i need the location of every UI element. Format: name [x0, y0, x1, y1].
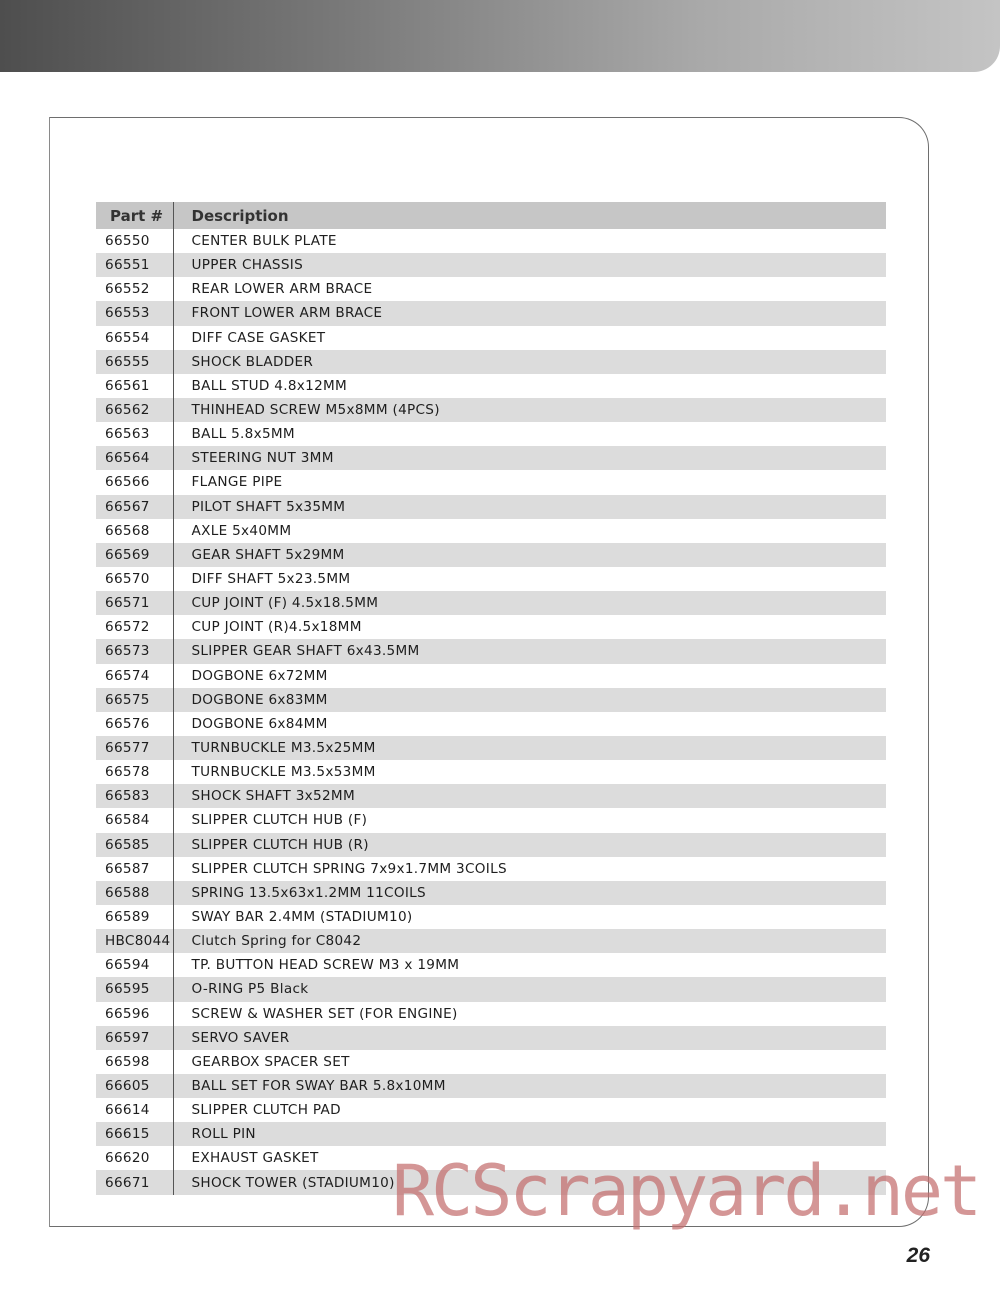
table-row [96, 495, 886, 519]
column-header-part-number: Part # [96, 202, 173, 229]
part-number-cell: 66570 [105, 571, 150, 588]
part-number-cell: 66567 [96, 495, 173, 519]
part-number-cell: 66671 [96, 1170, 173, 1194]
description-cell: Clutch Spring for C8042 [173, 929, 886, 953]
table-row [96, 567, 886, 591]
description-cell: SHOCK TOWER (STADIUM10) [173, 1170, 886, 1194]
description-cell: SPRING 13.5x63x1.2MM 11COILS [173, 881, 886, 905]
description-cell: PILOT SHAFT 5x35MM [173, 495, 886, 519]
part-number-cell: 66598 [105, 1053, 150, 1070]
part-number-cell: 66594 [105, 957, 150, 974]
description-cell: BALL 5.8x5MM [173, 422, 886, 446]
part-number-cell: 66562 [96, 398, 173, 422]
table-row [96, 736, 886, 760]
description-cell: BALL STUD 4.8x12MM [173, 374, 886, 398]
description-cell: BALL SET FOR SWAY BAR 5.8x10MM [173, 1074, 886, 1098]
part-number-cell: 66589 [105, 909, 150, 925]
table-row [96, 277, 886, 301]
part-number-cell: 66576 [105, 715, 150, 732]
part-number-cell: 66584 [105, 812, 150, 829]
description-cell: SCREW & WASHER SET (FOR ENGINE) [173, 1002, 886, 1026]
part-number-cell: 66605 [96, 1074, 173, 1098]
description-cell: DOGBONE 6x83MM [173, 688, 886, 712]
part-number-cell: 66595 [96, 977, 173, 1001]
table-row [96, 374, 886, 398]
description-cell: EXHAUST GASKET [173, 1146, 886, 1170]
description-cell: TP. BUTTON HEAD SCREW M3 x 19MM [173, 953, 886, 977]
description-cell: GEARBOX SPACER SET [173, 1050, 886, 1074]
table-header-row [96, 202, 886, 229]
table-row [96, 1074, 886, 1098]
table-row [96, 857, 886, 881]
table-row [96, 301, 886, 325]
part-number-cell: 66571 [96, 591, 173, 615]
parts-table-body [96, 229, 886, 1195]
part-number-cell: 66552 [105, 281, 150, 298]
table-row [96, 422, 886, 446]
description-cell: TURNBUCKLE M3.5x53MM [173, 760, 886, 784]
table-row [96, 470, 886, 494]
part-number-cell: 66578 [105, 764, 150, 781]
table-row [96, 591, 886, 615]
description-cell: THINHEAD SCREW M5x8MM (4PCS) [173, 398, 886, 422]
table-row [96, 833, 886, 857]
description-cell: SWAY BAR 2.4MM (STADIUM10) [173, 905, 886, 929]
parts-table [96, 202, 886, 1195]
part-number-cell: 66554 [105, 329, 150, 346]
description-cell: GEAR SHAFT 5x29MM [173, 543, 886, 567]
description-cell: SLIPPER CLUTCH SPRING 7x9x1.7MM 3COILS [173, 857, 886, 881]
description-cell: DOGBONE 6x72MM [173, 664, 886, 688]
description-cell: DIFF SHAFT 5x23.5MM [173, 567, 886, 591]
part-number-cell: 66551 [96, 253, 173, 277]
part-number-cell: 66563 [105, 426, 150, 443]
table-row [96, 1098, 886, 1122]
description-cell: SLIPPER CLUTCH HUB (R) [173, 833, 886, 857]
header-band [0, 0, 1000, 72]
description-cell: SLIPPER CLUTCH PAD [173, 1098, 886, 1122]
part-number-cell: HBC8044 [96, 929, 173, 953]
table-row [96, 350, 886, 374]
table-row [96, 639, 886, 663]
description-cell: CENTER BULK PLATE [173, 229, 886, 253]
table-row [96, 1122, 886, 1146]
table-row [96, 905, 886, 929]
part-number-cell: 66561 [105, 377, 150, 394]
part-number-cell: 66587 [105, 860, 150, 877]
part-number-cell: 66615 [96, 1122, 173, 1146]
part-number-cell: 66564 [96, 446, 173, 470]
part-number-cell: 66550 [105, 233, 150, 250]
description-cell: FRONT LOWER ARM BRACE [173, 301, 886, 325]
part-number-cell: 66568 [105, 522, 150, 539]
description-cell: SLIPPER CLUTCH HUB (F) [173, 808, 886, 832]
description-cell: CUP JOINT (R)4.5x18MM [173, 615, 886, 639]
description-cell: CUP JOINT (F) 4.5x18.5MM [173, 591, 886, 615]
part-number-cell: 66583 [96, 784, 173, 808]
table-row [96, 615, 886, 639]
part-number-cell: 66597 [96, 1026, 173, 1050]
part-number-cell: 66555 [96, 350, 173, 374]
description-cell: SLIPPER GEAR SHAFT 6x43.5MM [173, 639, 886, 663]
part-number-cell: 66585 [96, 833, 173, 857]
table-row [96, 953, 886, 977]
part-number-cell: 66614 [105, 1102, 150, 1119]
table-row [96, 760, 886, 784]
table-row [96, 398, 886, 422]
description-cell: SHOCK BLADDER [173, 350, 886, 374]
table-row [96, 688, 886, 712]
table-row [96, 712, 886, 736]
part-number-cell: 66569 [96, 543, 173, 567]
table-row [96, 808, 886, 832]
description-cell: DIFF CASE GASKET [173, 326, 886, 350]
description-cell: UPPER CHASSIS [173, 253, 886, 277]
part-number-cell: 66577 [96, 736, 173, 760]
part-number-cell: 66620 [105, 1150, 150, 1167]
description-cell: TURNBUCKLE M3.5x25MM [173, 736, 886, 760]
table-row [96, 1002, 886, 1026]
description-cell: ROLL PIN [173, 1122, 886, 1146]
watermark: RCScrapyard.net [392, 1150, 980, 1232]
table-row [96, 977, 886, 1001]
table-row [96, 1026, 886, 1050]
part-number-cell: 66573 [96, 639, 173, 663]
part-number-cell: 66574 [105, 667, 150, 684]
table-row [96, 664, 886, 688]
description-cell: DOGBONE 6x84MM [173, 712, 886, 736]
part-number-cell: 66596 [105, 1005, 150, 1022]
table-row [96, 784, 886, 808]
description-cell: AXLE 5x40MM [173, 519, 886, 543]
table-row [96, 519, 886, 543]
description-cell: FLANGE PIPE [173, 470, 886, 494]
description-cell: REAR LOWER ARM BRACE [173, 277, 886, 301]
table-row [96, 929, 886, 953]
table-row [96, 326, 886, 350]
page-number: 26 [906, 1244, 930, 1267]
part-number-cell: 66572 [105, 619, 150, 636]
part-number-cell: 66553 [96, 301, 173, 325]
table-row [96, 253, 886, 277]
part-number-cell: 66575 [96, 688, 173, 712]
description-cell: O-RING P5 Black [173, 977, 886, 1001]
description-cell: STEERING NUT 3MM [173, 446, 886, 470]
table-row [96, 229, 886, 253]
part-number-cell: 66566 [105, 474, 150, 491]
description-cell: SHOCK SHAFT 3x52MM [173, 784, 886, 808]
column-header-description: Description [173, 202, 886, 229]
table-row [96, 543, 886, 567]
table-row [96, 1050, 886, 1074]
part-number-cell: 66588 [96, 881, 173, 905]
table-row [96, 446, 886, 470]
table-row [96, 881, 886, 905]
description-cell: SERVO SAVER [173, 1026, 886, 1050]
